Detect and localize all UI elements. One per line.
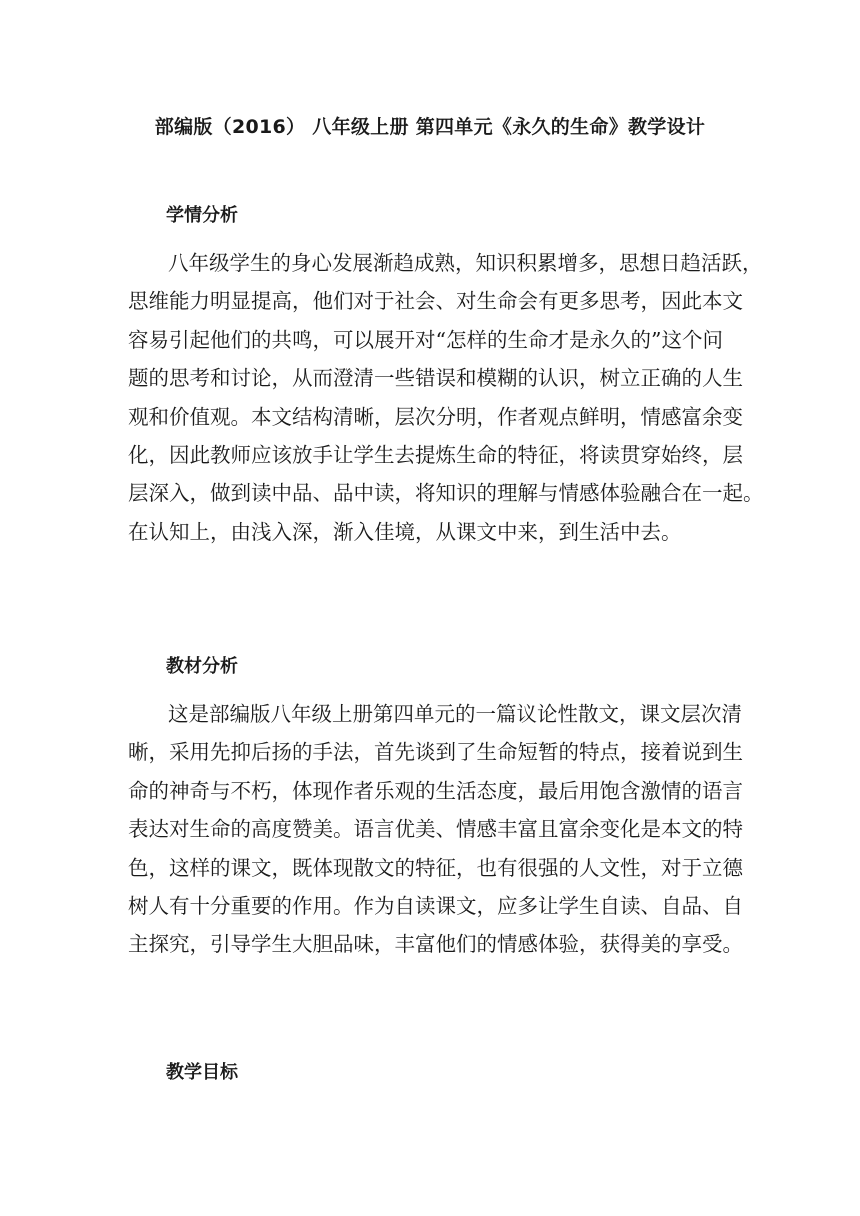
paragraph-line: 表达对生命的高度赞美。语言优美、情感丰富且富余变化是本文的特 bbox=[128, 817, 743, 842]
paragraph-line: 命的神奇与不朽，体现作者乐观的生活态度，最后用饱含激情的语言 bbox=[128, 778, 743, 803]
section-heading-xueqing: 学情分析 bbox=[166, 205, 238, 226]
paragraph-line: 题的思考和讨论，从而澄清一些错误和模糊的认识，树立正确的人生 bbox=[128, 366, 743, 391]
paragraph-line: 色，这样的课文，既体现散文的特征，也有很强的人文性，对于立德 bbox=[128, 855, 743, 880]
document-title: 部编版（2016） 八年级上册 第四单元《永久的生命》教学设计 bbox=[154, 116, 706, 138]
paragraph-line: 思维能力明显提高，他们对于社会、对生命会有更多思考，因此本文 bbox=[128, 289, 743, 314]
paragraph-line: 观和价值观。本文结构清晰，层次分明，作者观点鲜明，情感富余变 bbox=[128, 404, 743, 429]
paragraph-line: 化，因此教师应该放手让学生去提炼生命的特征，将读贯穿始终，层 bbox=[128, 443, 743, 468]
paragraph-line: 这是部编版八年级上册第四单元的一篇议论性散文，课文层次清 bbox=[168, 702, 742, 726]
paragraph-line: 晰，采用先抑后扬的手法，首先谈到了生命短暂的特点，接着说到生 bbox=[128, 740, 743, 765]
paragraph-line: 树人有十分重要的作用。作为自读课文，应多让学生自读、自品、自 bbox=[128, 894, 743, 919]
paragraph-line: 层深入，做到读中品、品中读，将知识的理解与情感体验融合在一起。 bbox=[128, 481, 764, 506]
paragraph-line: 八年级学生的身心发展渐趋成熟，知识积累增多，思想日趋活跃， bbox=[168, 251, 763, 275]
paragraph-line: 容易引起他们的共鸣，可以展开对“怎样的生命才是永久的”这个问 bbox=[128, 327, 723, 352]
section-heading-mubiao: 教学目标 bbox=[166, 1062, 238, 1083]
paragraph-line: 主探究，引导学生大胆品味，丰富他们的情感体验，获得美的享受。 bbox=[128, 932, 743, 957]
section-paragraph-jiaocai bbox=[128, 695, 743, 964]
section-heading-jiaocai: 教材分析 bbox=[166, 656, 238, 677]
paragraph-line: 在认知上，由浅入深，渐入佳境，从课文中来，到生活中去。 bbox=[128, 519, 682, 544]
section-paragraph-xueqing bbox=[128, 244, 764, 551]
